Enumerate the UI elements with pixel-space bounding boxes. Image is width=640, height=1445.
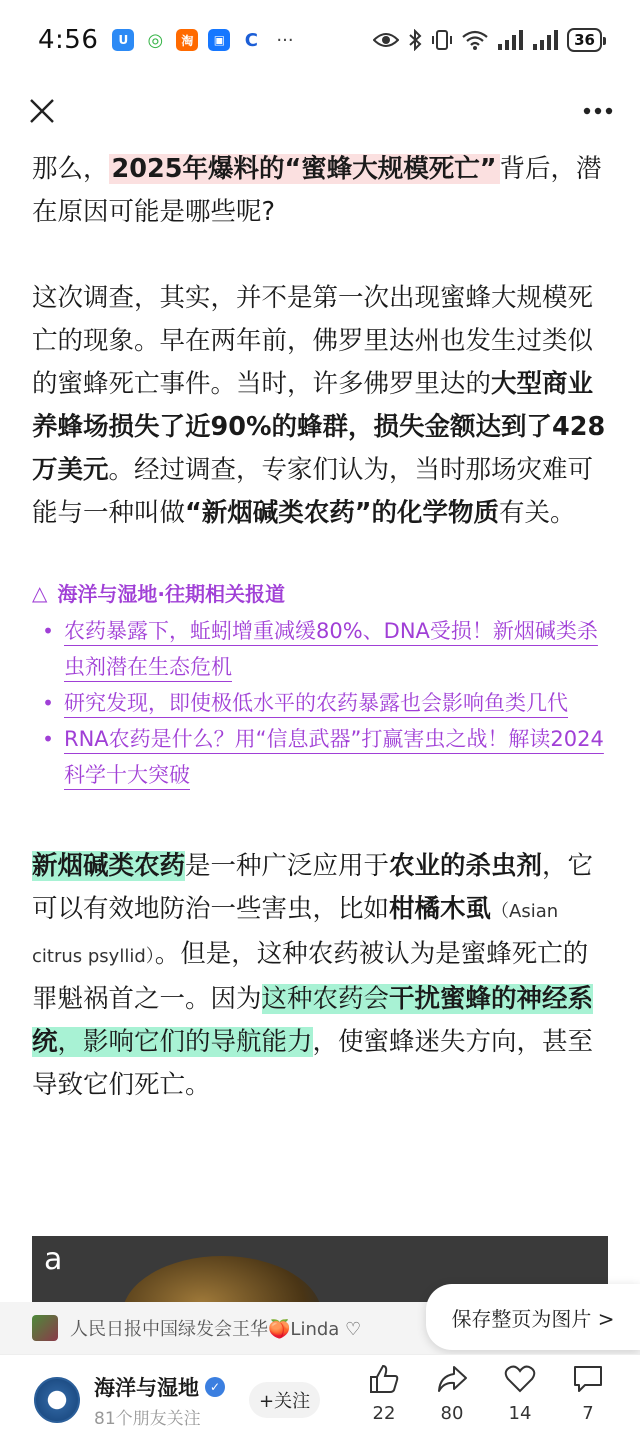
- app-u-icon: U: [112, 29, 134, 51]
- p1-pre: 那么，: [32, 154, 109, 184]
- p3-text-4: ，使蜜蜂迷失方向，甚至导致它们死亡。: [32, 1027, 594, 1100]
- related-heading: [32, 578, 612, 607]
- save-page-as-image-button[interactable]: 保存整页为图片 >: [426, 1284, 640, 1350]
- account-avatar[interactable]: [34, 1377, 80, 1423]
- image-panel-label: a: [44, 1242, 63, 1277]
- triangle-icon: △: [32, 580, 48, 605]
- vibrate-icon: [431, 29, 453, 51]
- wifi-icon: [462, 30, 488, 50]
- thumbs-up-icon: [368, 1363, 400, 1395]
- share-icon: [436, 1363, 468, 1395]
- p1-post: 背后，潜在原因可能是哪些呢?: [32, 154, 602, 227]
- status-time: 4:56: [38, 25, 99, 55]
- account-name: 海洋与湿地: [94, 1375, 199, 1400]
- more-dots-icon: [583, 107, 613, 115]
- p3-text-2: ，它可以有效地防治一些害虫，比如: [32, 851, 594, 924]
- app-c-icon: C: [240, 29, 262, 51]
- followers-text: 81个朋友关注: [94, 1408, 201, 1429]
- close-icon: [29, 98, 55, 124]
- app-alipay-icon: ▣: [208, 29, 230, 51]
- account-info[interactable]: [94, 1372, 225, 1429]
- status-bar: [0, 0, 640, 80]
- p3-english-name: （Asian citrus psyllid）: [32, 901, 559, 967]
- action-buttons: [350, 1363, 622, 1424]
- p2-bold-2: “新烟碱类农药”的化学物质: [185, 498, 500, 528]
- eye-icon: [373, 31, 399, 49]
- comment-icon: [572, 1363, 604, 1395]
- p3-bold-1: 农业的杀虫剂: [389, 851, 543, 881]
- follow-button[interactable]: +关注: [249, 1382, 320, 1418]
- signal-icon: [497, 30, 523, 50]
- signal-2-icon: [532, 30, 558, 50]
- bottom-bar: [0, 1354, 640, 1445]
- related-heading-text: 海洋与湿地·往期相关报道: [57, 582, 285, 606]
- favorite-button[interactable]: [486, 1363, 554, 1424]
- share-count: 80: [440, 1403, 464, 1424]
- heart-icon: [504, 1363, 536, 1395]
- p3-bold-2: 柑橘木虱: [389, 894, 492, 924]
- related-link[interactable]: 研究发现，即使极低水平的农药暴露也会影响鱼类几代: [64, 691, 568, 715]
- battery-indicator: 36: [567, 28, 602, 52]
- related-item[interactable]: [32, 685, 612, 721]
- comment-count: 7: [582, 1403, 594, 1424]
- p2-text-1: 这次调查，其实，并不是第一次出现蜜蜂大规模死亡的现象。早在两年前，佛罗里达州也发生过类似的蜜蜂死亡事件。当时，许多佛罗里达的: [32, 283, 594, 399]
- related-link[interactable]: RNA农药是什么？用“信息武器”打赢害虫之战！解读2024科学十大突破: [64, 727, 604, 787]
- p3-text-3: 。但是，这种农药被认为是蜜蜂死亡的罪魁祸首之一。因为: [32, 939, 589, 1014]
- related-item[interactable]: [32, 613, 612, 685]
- related-reports: [32, 578, 612, 793]
- p2-bold-1: 大型商业养蜂场损失了近90%的蜂群，损失金额达到了428万美元: [32, 369, 606, 485]
- article-body: [32, 148, 612, 1150]
- bullet-icon: •: [42, 727, 54, 751]
- like-count: 22: [372, 1403, 396, 1424]
- app-taobao-icon: 淘: [176, 29, 198, 51]
- bluetooth-icon: [408, 29, 422, 51]
- p3-highlight-2c: ，影响它们的导航能力: [57, 1027, 313, 1057]
- bullet-icon: •: [42, 619, 54, 643]
- related-link[interactable]: 农药暴露下，蚯蚓增重减缓80%、DNA受损！新烟碱类杀虫剂潜在生态危机: [64, 619, 598, 679]
- bullet-icon: •: [42, 691, 54, 715]
- app-swirl-icon: ◎: [144, 29, 166, 51]
- paragraph-2: [32, 277, 612, 535]
- share-button[interactable]: [418, 1363, 486, 1424]
- status-indicators: [373, 28, 602, 52]
- likes-text: 人民日报中国绿发会王华🍑Linda ♡: [70, 1319, 362, 1340]
- more-notifications-icon: ···: [276, 29, 294, 51]
- liker-avatar: [32, 1315, 58, 1341]
- close-button[interactable]: [22, 91, 62, 131]
- p2-text-3: 有关。: [499, 498, 576, 528]
- p3-highlight-1: 新烟碱类农药: [32, 851, 186, 881]
- p1-highlight: 2025年爆料的“蜜蜂大规模死亡”: [109, 154, 500, 184]
- p3-highlight-2b: 干扰蜜蜂的神经系统: [32, 984, 594, 1057]
- paragraph-3: [32, 845, 612, 1107]
- p2-text-2: 。经过调查，专家们认为，当时那场灾难可能与一种叫做: [32, 455, 594, 528]
- related-item[interactable]: [32, 721, 612, 793]
- p3-text-1: 是一种广泛应用于: [185, 851, 390, 881]
- more-options-button[interactable]: [578, 91, 618, 131]
- account-name-row: [94, 1372, 225, 1402]
- p3-highlight-2a: 这种农药会: [261, 984, 390, 1014]
- verified-icon: ✓: [205, 1377, 225, 1397]
- favorite-count: 14: [508, 1403, 532, 1424]
- top-nav: [0, 80, 640, 142]
- comment-button[interactable]: [554, 1363, 622, 1424]
- status-app-icons: [112, 29, 293, 51]
- paragraph-1: [32, 148, 612, 234]
- like-button[interactable]: [350, 1363, 418, 1424]
